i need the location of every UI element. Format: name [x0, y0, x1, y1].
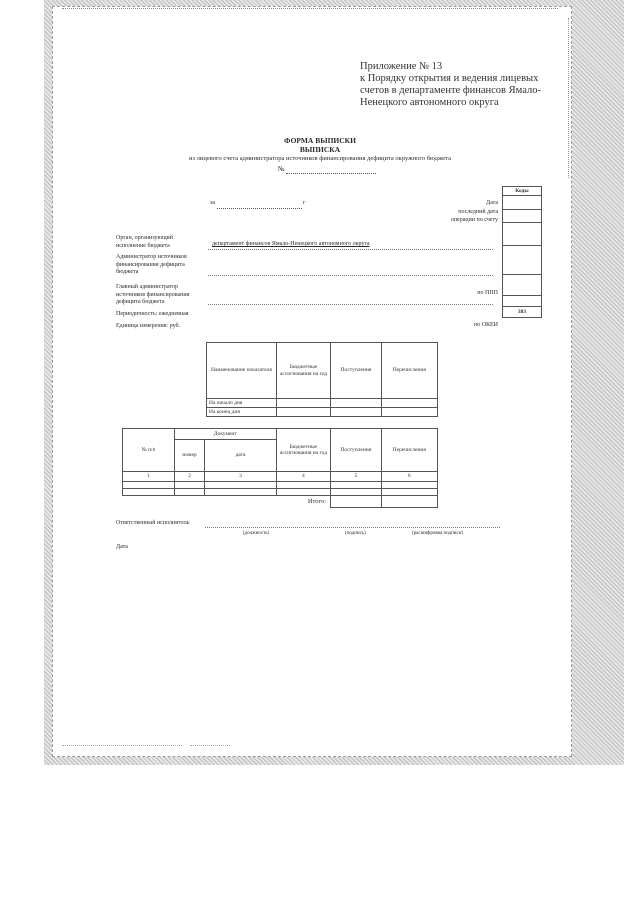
appendix-line-2: к Порядку открытия и ведения лицевых [360, 73, 539, 84]
balance-header-income: Поступления [331, 343, 381, 399]
signature-underline [205, 527, 500, 528]
form-title [270, 136, 370, 154]
form-subtitle: из лицевого счета администратора источников финансирования дефицита окружного бюджета [189, 155, 451, 162]
form-number [278, 165, 376, 174]
periodicity-label: Периодичность: ежедневная [116, 311, 189, 317]
ops-cell [205, 489, 276, 496]
ops-total-label: Итого: [307, 497, 327, 505]
ops-cell [123, 482, 175, 489]
form-number-field [286, 165, 376, 174]
ops-cell [331, 489, 381, 496]
ops-cell [123, 489, 175, 496]
codes-cell-period [503, 296, 542, 307]
ops-header-doc-date: дата [205, 440, 276, 472]
codes-cell-date [503, 196, 542, 210]
appendix-line-3: счетов в департаменте финансов Ямало- [360, 85, 541, 96]
date-line [210, 200, 306, 209]
form-title-line-1: ФОРМА ВЫПИСКИ [284, 136, 356, 145]
codes-date-label: Дата [486, 200, 498, 206]
ops-cell [174, 489, 205, 496]
codes-table [502, 186, 542, 318]
ops-cell [276, 482, 330, 489]
organ-value: департамент финансов Ямало-Ненецкого автономного округа [212, 241, 370, 247]
signature-caption-name: (расшифровка подписи) [412, 531, 464, 536]
appendix-line-1: Приложение № 13 [360, 61, 443, 72]
ops-cell [174, 482, 205, 489]
balance-cell [331, 399, 381, 408]
chief-label: Главный администратор источников финансирования дефицита бюджета [116, 284, 190, 305]
top-border-line [62, 8, 558, 9]
ops-total-income [331, 496, 381, 508]
balance-cell [331, 408, 381, 417]
date-prefix: за [210, 200, 216, 206]
chief-underline [208, 304, 493, 305]
ops-num-5: 5 [331, 472, 381, 482]
ops-num-1: 1 [123, 472, 175, 482]
ops-total-out [381, 496, 437, 508]
operations-table [122, 428, 438, 508]
balance-row-end: На конец дня [207, 408, 277, 417]
codes-prev-date-label: последний дата операции по счету [450, 209, 498, 223]
ops-num-6: 6 [381, 472, 437, 482]
bottom-mark-1 [62, 745, 182, 746]
bottom-mark-2 [190, 745, 230, 746]
right-edge-mark [568, 18, 569, 178]
codes-okei-label: по ОКЕИ [473, 322, 498, 328]
balance-header-name: Наименование показателя [207, 343, 277, 399]
organ-underline [208, 249, 493, 250]
balance-cell [381, 399, 437, 408]
balance-header-budget: Бюджетные ассигнования на год [276, 343, 330, 399]
codes-header: Коды [503, 187, 542, 196]
balance-table [206, 342, 438, 417]
balance-cell [381, 408, 437, 417]
balance-cell [276, 408, 330, 417]
ops-header-income: Поступления [331, 429, 381, 472]
ops-cell [331, 482, 381, 489]
date-field [217, 200, 302, 209]
admin-underline [208, 275, 493, 276]
codes-cell-organ [503, 223, 542, 246]
form-title-line-2: ВЫПИСКА [299, 145, 341, 154]
ops-header-out: Перечисления [381, 429, 437, 472]
date-suffix: г [303, 200, 306, 206]
codes-cell-chief [503, 275, 542, 296]
signature-caption-sign: (подпись) [345, 531, 366, 536]
codes-cell-okei: 383 [503, 307, 542, 318]
signature-label: Ответственный исполнитель [116, 520, 190, 526]
ops-header-no: № п/п [123, 429, 175, 472]
codes-bk-label: по ППП [477, 290, 498, 296]
codes-cell-admin [503, 246, 542, 275]
admin-label: Администратор источников финансирования дефицита бюджета [116, 254, 187, 275]
ops-header-doc-num: номер [174, 440, 205, 472]
ops-num-3: 3 [205, 472, 276, 482]
ops-cell [205, 482, 276, 489]
signature-caption-position: (должность) [243, 531, 270, 536]
ops-total-spacer [123, 496, 277, 508]
ops-header-doc: Документ [174, 429, 276, 440]
form-number-label: № [278, 165, 285, 173]
ops-cell [381, 489, 437, 496]
organ-label: Орган, организующий исполнение бюджета [116, 235, 173, 249]
ops-cell [276, 489, 330, 496]
ops-cell [381, 482, 437, 489]
ops-num-2: 2 [174, 472, 205, 482]
ops-num-4: 4 [276, 472, 330, 482]
unit-label: Единица измерения: руб. [116, 323, 181, 329]
ops-header-budget: Бюджетные ассигнования на год [276, 429, 330, 472]
balance-row-start: На начало дня [207, 399, 277, 408]
balance-header-out: Перечисления [381, 343, 437, 399]
codes-cell-prev-date [503, 209, 542, 223]
signature-date-label: Дата [116, 544, 128, 550]
appendix-line-4: Ненецкого автономного округа [360, 97, 499, 108]
appendix-block [360, 61, 570, 109]
balance-cell [276, 399, 330, 408]
